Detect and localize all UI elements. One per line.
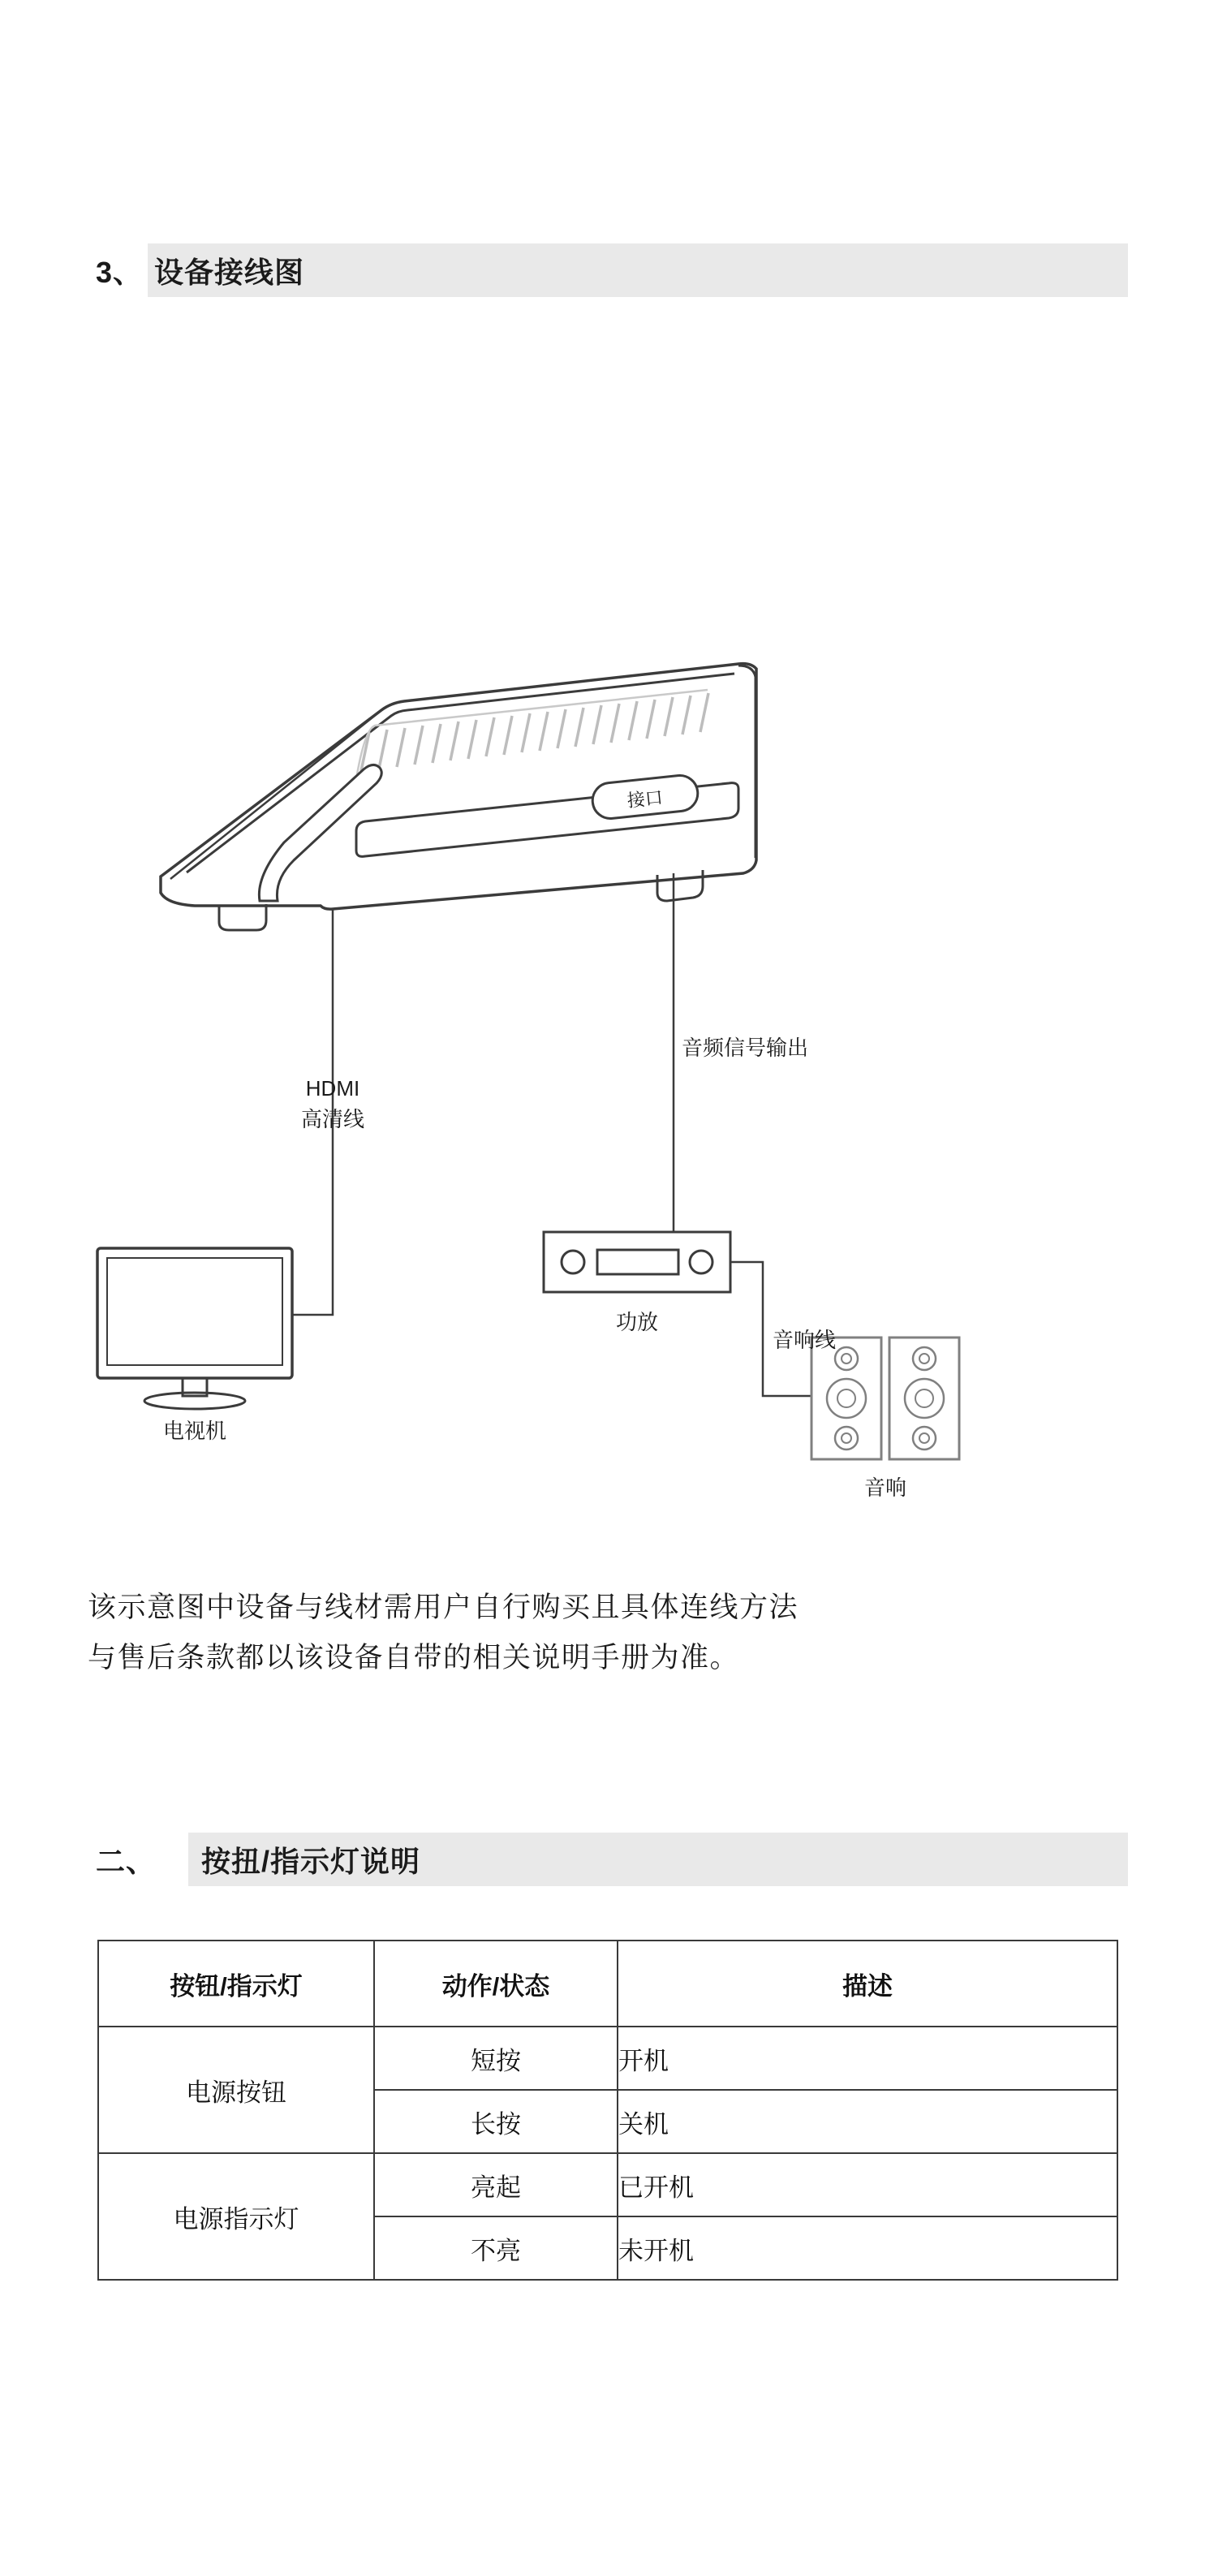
audio-signal-out-label: 音频信号输出 — [682, 1036, 809, 1060]
table-cell-desc: 未开机 — [618, 2216, 1117, 2280]
table-cell-action: 亮起 — [374, 2153, 618, 2216]
tv-label: 电视机 — [162, 1419, 227, 1443]
section-number: 3、 — [96, 255, 144, 289]
table-cell-action: 不亮 — [374, 2216, 618, 2280]
section-number-2: 二、 — [96, 1844, 157, 1878]
table-cell-action: 短按 — [374, 2027, 618, 2090]
table-cell-desc: 已开机 — [618, 2153, 1117, 2216]
table-row-label: 电源按钮 — [98, 2027, 374, 2153]
speaker-label: 音响 — [863, 1475, 907, 1500]
wiring-diagram — [89, 341, 1136, 1500]
section-title: 设备接线图 — [154, 255, 305, 289]
table-cell-desc: 关机 — [618, 2090, 1117, 2153]
device-port-label: 接口 — [626, 786, 665, 812]
table-cell-desc: 开机 — [618, 2027, 1117, 2090]
table-header-cell: 动作/状态 — [374, 1941, 618, 2027]
table-header-cell: 按钮/指示灯 — [98, 1941, 374, 2027]
table-header-cell: 描述 — [618, 1941, 1117, 2027]
table-row-label: 电源指示灯 — [98, 2153, 374, 2280]
table-cell-action: 长按 — [374, 2090, 618, 2153]
section-heading-buttons — [89, 1833, 1128, 1886]
note-paragraph — [88, 1583, 1134, 1683]
table-row — [98, 2027, 1117, 2090]
button-indicator-table — [97, 1940, 1118, 2281]
section-title-bar — [148, 243, 1128, 297]
note-line-1: 该示意图中设备与线材需用户自行购买且具体连线方法 — [88, 1592, 799, 1623]
amplifier-label: 功放 — [615, 1310, 659, 1334]
table-header-row — [98, 1941, 1117, 2027]
section-heading-wiring — [89, 243, 1128, 297]
speaker-cable-label: 音响线 — [773, 1328, 837, 1352]
hdmi-label-line2: 高清线 — [300, 1107, 365, 1131]
section-title-bar-2 — [188, 1833, 1128, 1886]
table-row — [98, 2153, 1117, 2216]
section-title-2: 按扭/指示灯说明 — [201, 1844, 421, 1878]
note-line-2: 与售后条款都以该设备自带的相关说明手册为准。 — [88, 1642, 740, 1674]
hdmi-label-line1: HDMI — [305, 1076, 360, 1101]
